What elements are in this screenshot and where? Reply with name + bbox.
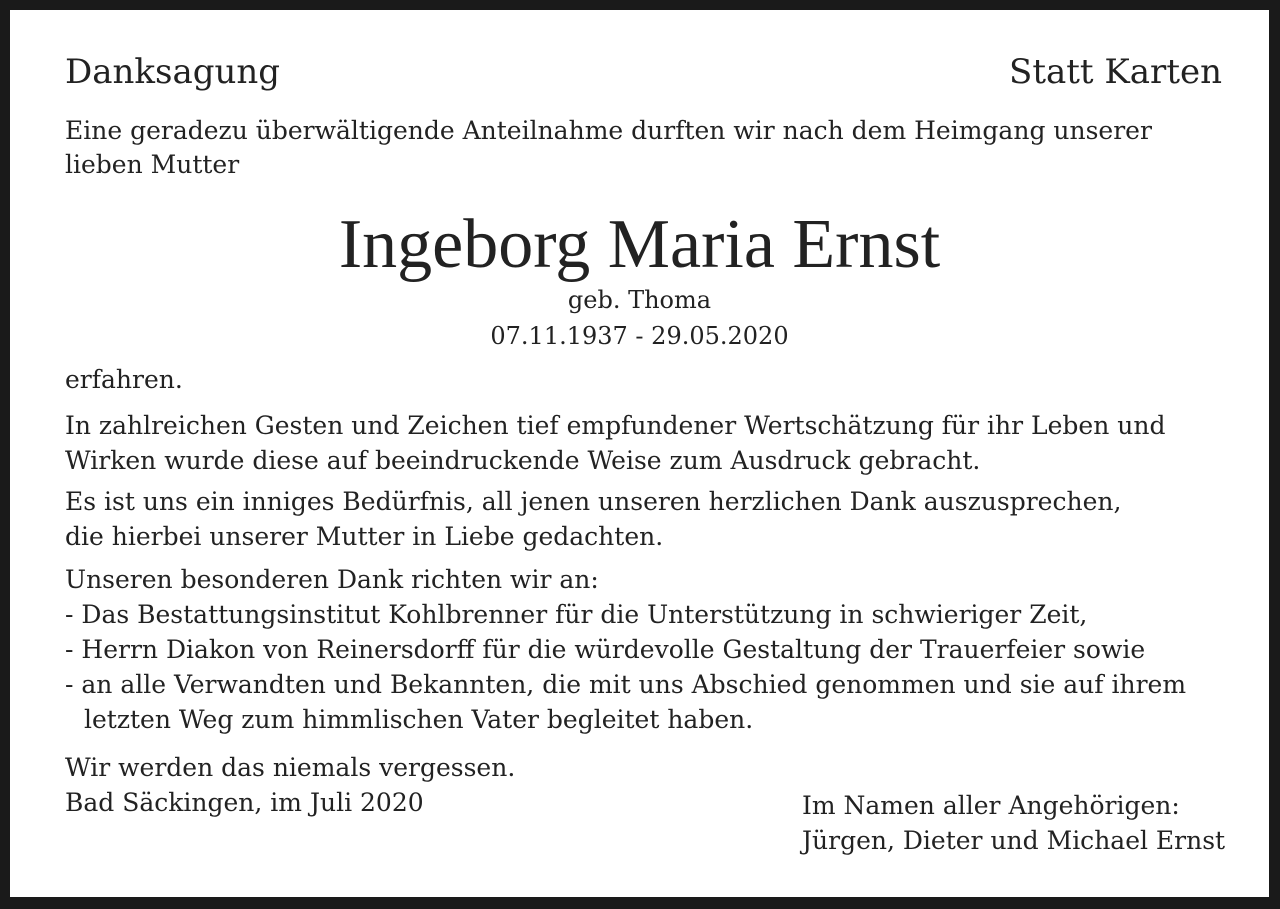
paragraph-beduerfnis	[65, 484, 1121, 554]
paragraph-vergessen: Wir werden das niemals vergessen.	[65, 753, 516, 782]
signature-block	[802, 788, 1225, 858]
paragraph-line: die hierbei unserer Mutter in Liebe gedachten.	[65, 522, 664, 551]
paragraph-gesten	[65, 408, 1165, 478]
life-dates: 07.11.1937 - 29.05.2020	[490, 322, 789, 350]
signature-names: Jürgen, Dieter und Michael Ernst	[802, 826, 1226, 855]
paragraph-line: Unseren besonderen Dank richten wir an:	[65, 565, 599, 594]
place-date: Bad Säckingen, im Juli 2020	[65, 788, 424, 817]
thanks-list-item: - an alle Verwandten und Bekannten, die mit uns Abschied genommen und sie auf ihrem	[65, 670, 1187, 699]
thanks-list-item: - Herrn Diakon von Reinersdorff für die würdevolle Gestaltung der Trauerfeier sowie	[65, 635, 1146, 664]
birth-name: geb. Thoma	[567, 286, 712, 314]
paragraph-besonderer-dank	[65, 562, 1186, 737]
paragraph-line: Wirken wurde diese auf beeindruckende Weise zum Ausdruck gebracht.	[65, 446, 981, 475]
deceased-name: Ingeborg Maria Ernst	[338, 206, 941, 283]
paragraph-line: In zahlreichen Gesten und Zeichen tief empfundener Wertschätzung für ihr Leben und	[65, 411, 1166, 440]
paragraph-erfahren: erfahren.	[65, 365, 183, 394]
obituary-card	[10, 10, 1269, 897]
heading-danksagung: Danksagung	[65, 52, 281, 92]
thanks-list-item-continued: letzten Weg zum himmlischen Vater begleitet haben.	[84, 705, 754, 734]
signature-line: Im Namen aller Angehörigen:	[802, 791, 1180, 820]
paragraph-line: Es ist uns ein inniges Bedürfnis, all jenen unseren herzlichen Dank auszusprechen,	[65, 487, 1122, 516]
thanks-list-item: - Das Bestattungsinstitut Kohlbrenner für die Unterstützung in schwieriger Zeit,	[65, 600, 1088, 629]
heading-statt-karten: Statt Karten	[1009, 52, 1222, 92]
intro-text: Eine geradezu überwältigende Anteilnahme durften wir nach dem Heimgang unserer lieben Mutter	[65, 116, 1152, 179]
